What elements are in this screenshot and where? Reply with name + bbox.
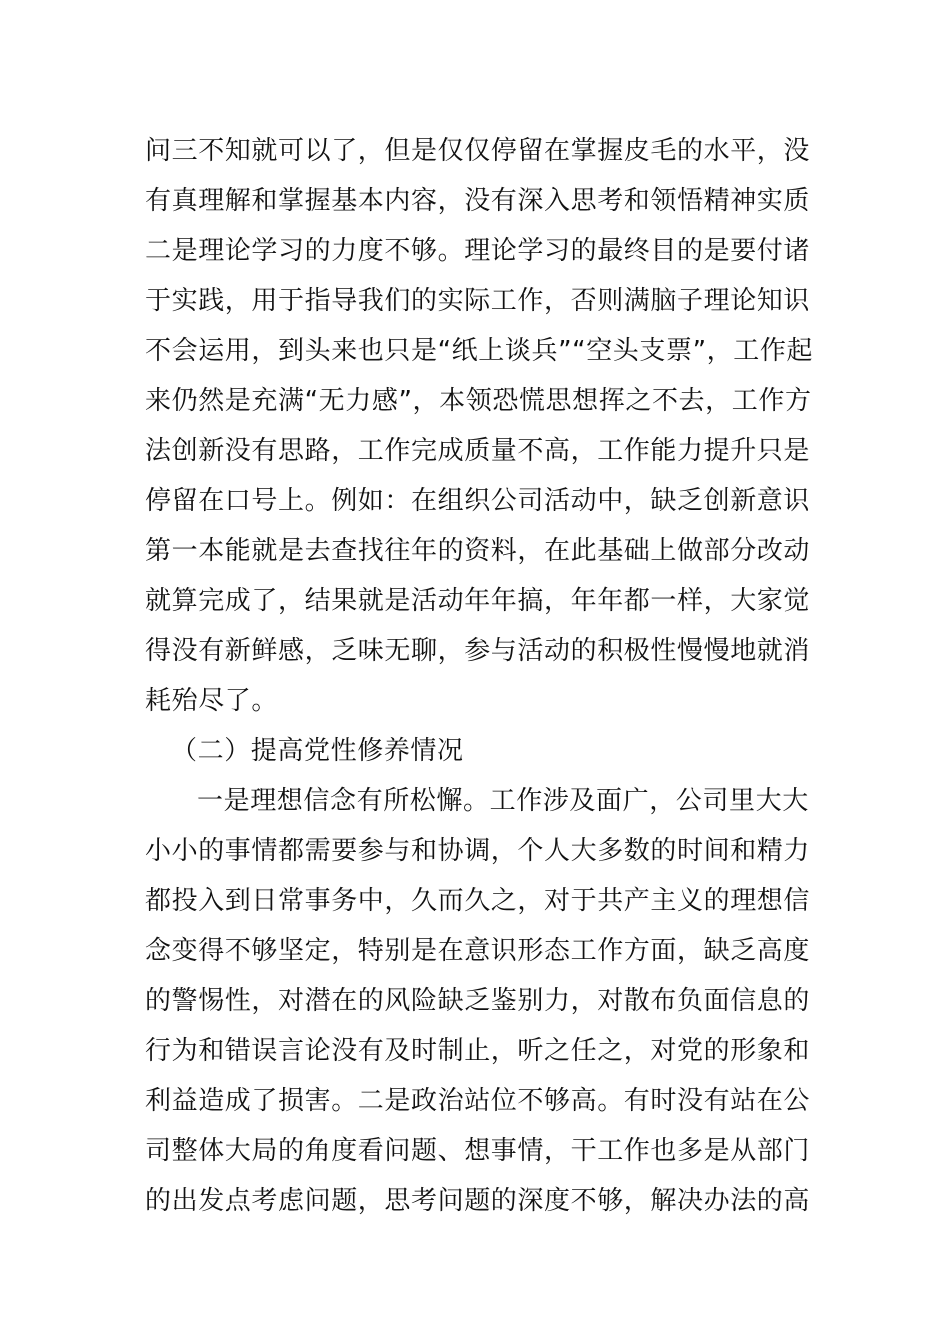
text-line: 的出发点考虑问题，思考问题的深度不够，解决办法的高 [145,1186,811,1216]
section-heading: （二）提高党性修养情况 [171,736,464,766]
text-line: 耗殆尽了。 [145,686,279,716]
text-line: 停留在口号上。例如：在组织公司活动中，缺乏创新意识 [145,486,811,516]
text-line: 二是理论学习的力度不够。理论学习的最终目的是要付诸 [145,236,811,266]
paragraph-first-line: 一是理想信念有所松懈。工作涉及面广，公司里大大 [197,786,809,816]
text-line: 有真理解和掌握基本内容，没有深入思考和领悟精神实质 [145,186,811,216]
text-line: 行为和错误言论没有及时制止，听之任之，对党的形象和 [145,1036,811,1066]
text-line: 小小的事情都需要参与和协调，个人大多数的时间和精力 [145,836,811,866]
text-line: 不会运用，到头来也只是“纸上谈兵”“空头支票”，工作起 [145,336,814,366]
text-line: 第一本能就是去查找往年的资料，在此基础上做部分改动 [145,536,811,566]
text-line: 念变得不够坚定，特别是在意识形态工作方面，缺乏高度 [145,936,811,966]
text-line: 的警惕性，对潜在的风险缺乏鉴别力，对散布负面信息的 [145,986,811,1016]
text-line: 都投入到日常事务中，久而久之，对于共产主义的理想信 [145,886,811,916]
text-line: 法创新没有思路，工作完成质量不高，工作能力提升只是 [145,436,811,466]
text-line: 于实践，用于指导我们的实际工作，否则满脑子理论知识 [145,286,811,316]
text-line: 问三不知就可以了，但是仅仅停留在掌握皮毛的水平，没 [145,136,811,166]
text-line: 得没有新鲜感，乏味无聊，参与活动的积极性慢慢地就消 [145,636,811,666]
text-line: 司整体大局的角度看问题、想事情，干工作也多是从部门 [145,1136,811,1166]
text-line: 来仍然是充满“无力感”，本领恐慌思想挥之不去，工作方 [145,386,812,416]
text-line: 就算完成了，结果就是活动年年搞，年年都一样，大家觉 [145,586,811,616]
document-body [145,126,813,1226]
text-line: 利益造成了损害。二是政治站位不够高。有时没有站在公 [145,1086,811,1116]
